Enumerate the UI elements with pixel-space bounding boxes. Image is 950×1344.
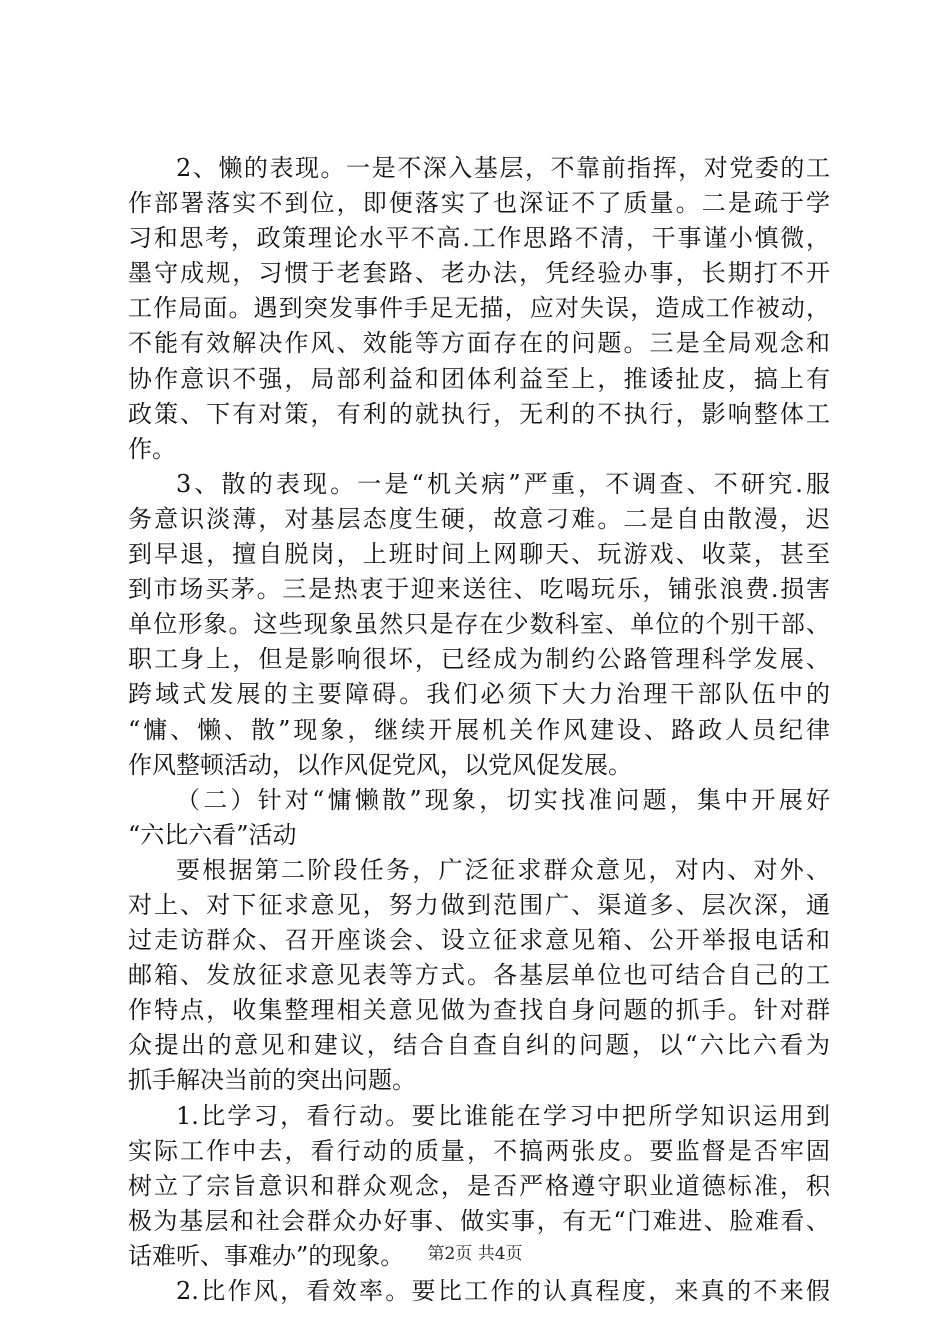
text-line: 1.比学习，看行动。要比谁能在学习中把所学知识运用到 <box>176 1101 830 1130</box>
text-line: 到早退，擅自脱岗，上班时间上网聊天、玩游戏、收菜，甚至 <box>128 540 830 569</box>
text-line: 到市场买茅。三是热衷于迎来送往、吃喝玩乐，铺张浪费.损害 <box>128 575 830 604</box>
text-line: 作特点，收集整理相关意见做为查找自身问题的抓手。针对群 <box>128 996 830 1025</box>
text-line: 墨守成规，习惯于老套路、老办法，凭经验办事，长期打不开 <box>128 259 830 288</box>
text-line: 务意识淡薄，对基层态度生硬，故意刁难。二是自由散漫，迟 <box>128 504 830 533</box>
text-line: 作风整顿活动，以作风促党风，以党风促发展。 <box>128 750 632 779</box>
text-line: 实际工作中去，看行动的质量，不搞两张皮。要监督是否牢固 <box>128 1136 830 1165</box>
text-line: 职工身上，但是影响很坏，已经成为制约公路管理科学发展、 <box>128 645 830 674</box>
text-line: 抓手解决当前的突出问题。 <box>128 1066 416 1095</box>
text-line: 要根据第二阶段任务，广泛征求群众意见，对内、对外、 <box>176 855 830 884</box>
text-line: 习和思考，政策理论水平不高.工作思路不清，干事谨小慎微， <box>128 224 830 253</box>
text-line: 协作意识不强，局部利益和团体利益至上，推诿扯皮，搞上有 <box>128 364 830 393</box>
text-line: 2、懒的表现。一是不深入基层，不靠前指挥，对党委的工 <box>176 154 830 182</box>
section-heading-line: “六比六看”活动 <box>128 820 297 849</box>
text-line: 政策、下有对策，有利的就执行，无利的不执行，影响整体工 <box>128 399 830 428</box>
text-line: 树立了宗旨意识和群众观念，是否严格遵守职业道德标准，积 <box>128 1171 830 1200</box>
document-body <box>128 151 830 1309</box>
text-line: “慵、懒、散”现象，继续开展机关作风建设、路政人员纪律 <box>128 715 830 744</box>
text-line: 跨域式发展的主要障碍。我们必须下大力治理干部队伍中的 <box>128 680 830 709</box>
text-line: 对上、对下征求意见，努力做到范围广、渠道多、层次深，通 <box>128 890 830 919</box>
text-line: 过走访群众、召开座谈会、设立征求意见箱、公开举报电话和 <box>128 926 830 955</box>
text-line: 极为基层和社会群众办好事、做实事，有无“门难进、脸难看、 <box>128 1206 830 1235</box>
text-line: 单位形象。这些现象虽然只是存在少数科室、单位的个别干部、 <box>128 610 830 639</box>
section-heading-line: （二）针对“慵懒散”现象，切实找准问题，集中开展好 <box>176 785 830 814</box>
text-line: 3、散的表现。一是“机关病”严重，不调查、不研究.服 <box>176 469 830 498</box>
text-line: 邮箱、发放征求意见表等方式。各基层单位也可结合自己的工 <box>128 961 830 990</box>
text-line: 话难听、事难办”的现象。 <box>128 1241 405 1270</box>
text-line: 2.比作风，看效率。要比工作的认真程度，来真的不来假 <box>176 1277 830 1305</box>
text-line: 众提出的意见和建议，结合自查自纠的问题，以“六比六看为 <box>128 1031 830 1060</box>
text-line: 作部署落实不到位，即便落实了也深证不了质量。二是疏于学 <box>128 189 830 218</box>
text-line: 作。 <box>128 434 176 463</box>
page-number-footer: 第2页 共4页 <box>427 1244 523 1264</box>
text-line: 不能有效解决作风、效能等方面存在的问题。三是全局观念和 <box>128 329 830 358</box>
text-line: 工作局面。遇到突发事件手足无描，应对失误，造成工作被动， <box>128 294 830 323</box>
